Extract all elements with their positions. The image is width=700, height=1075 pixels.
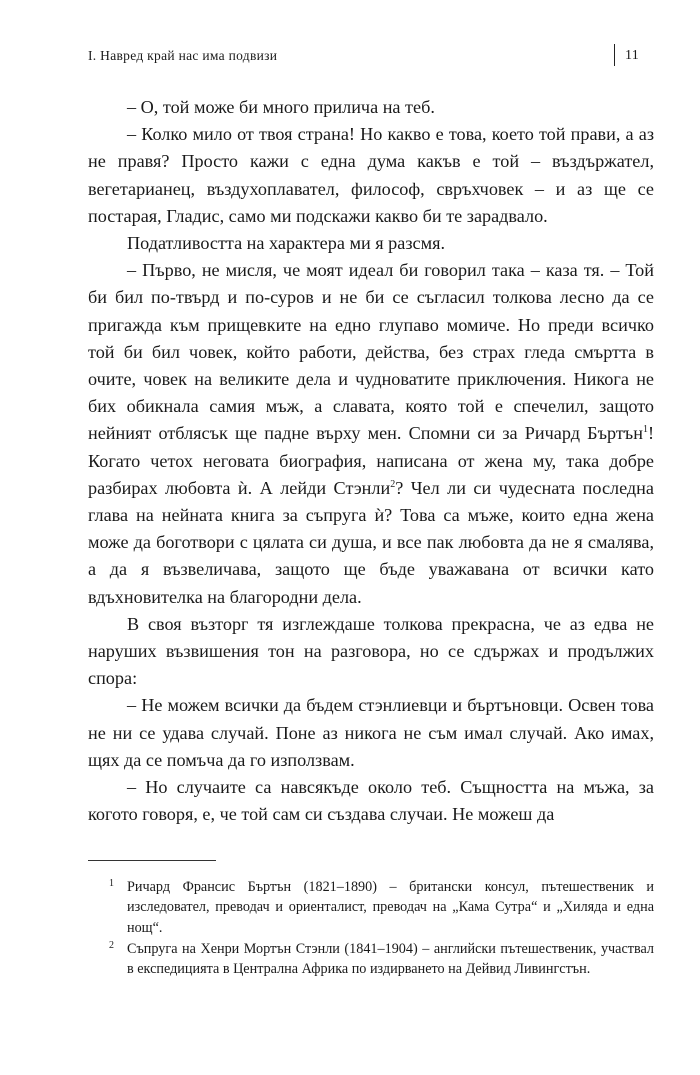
paragraph-text: ! Когато четох неговата биография, написана от жена му, така добре разбирах любовта ѝ. А лейди Стэнли	[88, 423, 654, 498]
footnote-rule	[88, 860, 216, 861]
paragraph: – Но случаите са навсякъде около теб. Същността на мъжа, за когото говоря, е, че той сам си създава случаи. Не можеш да	[88, 777, 654, 825]
footnote-text: Съпруга на Хенри Мортън Стэнли (1841–1904) – английски пътешественик, участвал в експедицията в Централна Африка по издирването на Дейвид Ливингстън.	[127, 940, 654, 978]
footnote-mark: 1	[109, 878, 114, 889]
paragraph-text: ? Чел ли си чудесната последна глава на нейната книга за съпруга ѝ? Това са мъже, които една жена може да боготвори с цялата си душа, и все пак любовта да не я смалява, а да я възвеличава, защото ще бъде уважавана от всички като вдъхновителка на благородни дела.	[88, 477, 654, 607]
paragraph: – О, той може би много прилича на теб.	[127, 97, 435, 117]
footnote-ref-2: 2	[390, 478, 396, 490]
footnote-mark: 2	[109, 939, 114, 951]
paragraph: Податливостта на характера ми я разсмя.	[127, 233, 446, 254]
header-divider	[614, 44, 615, 66]
footnote-ref-1: 1	[642, 424, 648, 436]
paragraph: – Колко мило от твоя страна! Но какво е това, което той прави, а аз не правя? Просто кажи с една дума какъв е той – въздържател, вегетарианец, въздухоплавател, философ, свръхчовек – и аз ще се постарая, Гладис, само ми подскажи какво би те зарадвало.	[88, 124, 654, 226]
footnote-2	[88, 939, 654, 980]
footnote-1	[88, 877, 654, 938]
paragraph: – Не можем всички да бъдем стэнлиевци и бъртъновци. Освен това не ни се удава случай. Поне аз никога не съм имал случай. Ако имах, щях да се помъча да го използвам.	[88, 695, 654, 770]
chapter-title: I. Навред край нас има подвизи	[88, 48, 278, 63]
paragraph	[88, 257, 654, 611]
footnotes	[88, 877, 654, 980]
body-text	[88, 94, 654, 828]
paragraph: В своя възторг тя изглеждаше толкова прекрасна, че аз едва не наруших възвишения тон на разговора, но се сдържах и продължих спора:	[88, 613, 654, 689]
running-head	[88, 44, 654, 68]
footnote-text: Ричард Франсис Бъртън (1821–1890) – британски консул, пътешественик и изследовател, преводач и ориенталист, преводач на „Кама Сутра“ и „Хиляда и една нощ“.	[127, 879, 654, 936]
paragraph-text: – Първо, не мисля, че моят идеал би говорил така – каза тя. – Той би бил по-твърд и по-суров и не би се съгласил толкова лесно да се пригажда към прищевките на едно глупаво момиче. Но преди всичко той би бил човек, който работи, действа, без страх гледа смъртта в очите, човек на великите дела и чудноватите приключения. Никога не бих обикнала самия мъж, а славата, която той е спечелил, защото нейният отблясък ще падне върху мен. Спомни си за Ричард Бъртън	[88, 260, 654, 444]
page-number: 11	[625, 48, 640, 63]
